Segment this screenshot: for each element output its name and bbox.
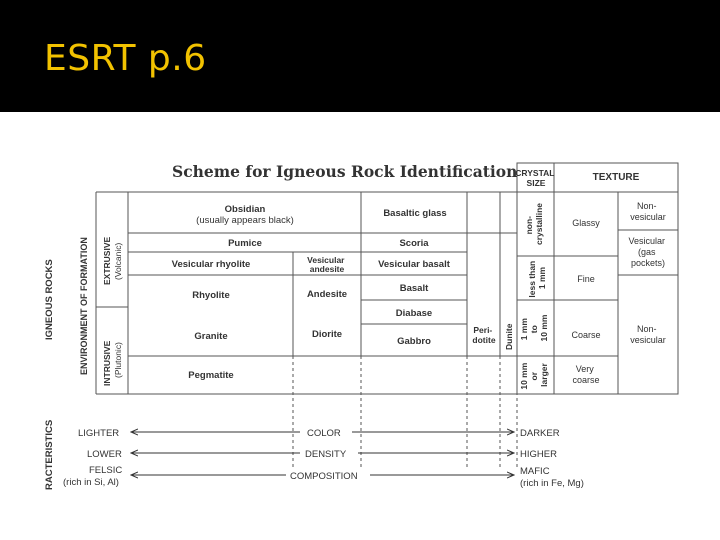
extrusive-label: EXTRUSIVE — [102, 236, 112, 285]
texture-header: TEXTURE — [592, 172, 640, 183]
size-noncrystalline: non- crystalline — [524, 202, 544, 246]
rock-andesite: Andesite — [306, 289, 348, 300]
rock-basaltic-glass: Basaltic glass — [383, 208, 447, 219]
char-mafic-note: (rich in Fe, Mg) — [520, 478, 584, 489]
char-composition: COMPOSITION — [290, 471, 358, 482]
grain-fine: Fine — [577, 274, 595, 284]
rock-peridotite: Peri- dotite — [472, 325, 496, 345]
texture-vesicular: Vesicular (gas pockets) — [628, 236, 666, 268]
grain-very-coarse: Very coarse — [572, 364, 600, 385]
characteristics-label: RACTERISTICS — [44, 419, 55, 490]
size-10mm-or-larger: 10 mm or larger — [519, 362, 549, 390]
rock-rhyolite: Rhyolite — [192, 290, 230, 301]
rock-granite: Granite — [194, 331, 228, 342]
grain-coarse: Coarse — [571, 330, 601, 340]
char-felsic-note: (rich in Si, Al) — [63, 477, 119, 488]
volcanic-label: (Volcanic) — [113, 242, 123, 280]
rock-dunite: Dunite — [504, 323, 514, 350]
rock-vesicular-rhyolite: Vesicular rhyolite — [171, 259, 251, 270]
texture-nonvesicular-top: Non- vesicular — [630, 201, 666, 222]
char-lower: LOWER — [87, 449, 122, 460]
grain-glassy: Glassy — [572, 218, 600, 228]
plutonic-label: (Plutonic) — [113, 342, 123, 378]
slide-title: ESRT p.6 — [44, 38, 207, 79]
rock-pegmatite: Pegmatite — [188, 370, 234, 381]
rock-basalt: Basalt — [399, 283, 429, 294]
rock-diabase: Diabase — [395, 308, 433, 319]
rock-vesicular-basalt: Vesicular basalt — [378, 259, 450, 270]
rock-diorite: Diorite — [311, 329, 343, 340]
char-color: COLOR — [307, 428, 341, 439]
intrusive-label: INTRUSIVE — [102, 340, 112, 386]
size-1-to-10mm: 1 mm to 10 mm — [519, 314, 549, 342]
rock-gabbro: Gabbro — [397, 336, 431, 347]
char-lighter: LIGHTER — [78, 428, 120, 439]
char-felsic: FELSIC — [89, 465, 123, 476]
crystal-size-header: CRYSTAL SIZE — [515, 168, 555, 188]
char-mafic: MAFIC — [520, 466, 550, 477]
rock-pumice: Pumice — [228, 238, 262, 249]
char-darker: DARKER — [520, 428, 560, 439]
rock-scoria: Scoria — [399, 238, 429, 249]
char-density: DENSITY — [305, 449, 347, 460]
rock-obsidian-note: (usually appears black) — [196, 215, 294, 226]
igneous-rocks-label: IGNEOUS ROCKS — [44, 259, 55, 340]
environment-label: ENVIRONMENT OF FORMATION — [79, 237, 89, 375]
size-less-than-1mm: less than 1 mm — [527, 260, 547, 298]
scheme-title: Scheme for Igneous Rock Identification — [172, 162, 518, 181]
char-higher: HIGHER — [520, 449, 557, 460]
rock-vesicular-andesite: Vesicular andesite — [307, 255, 345, 274]
rock-obsidian: Obsidian — [224, 204, 266, 215]
texture-nonvesicular-bottom: Non- vesicular — [630, 324, 666, 345]
